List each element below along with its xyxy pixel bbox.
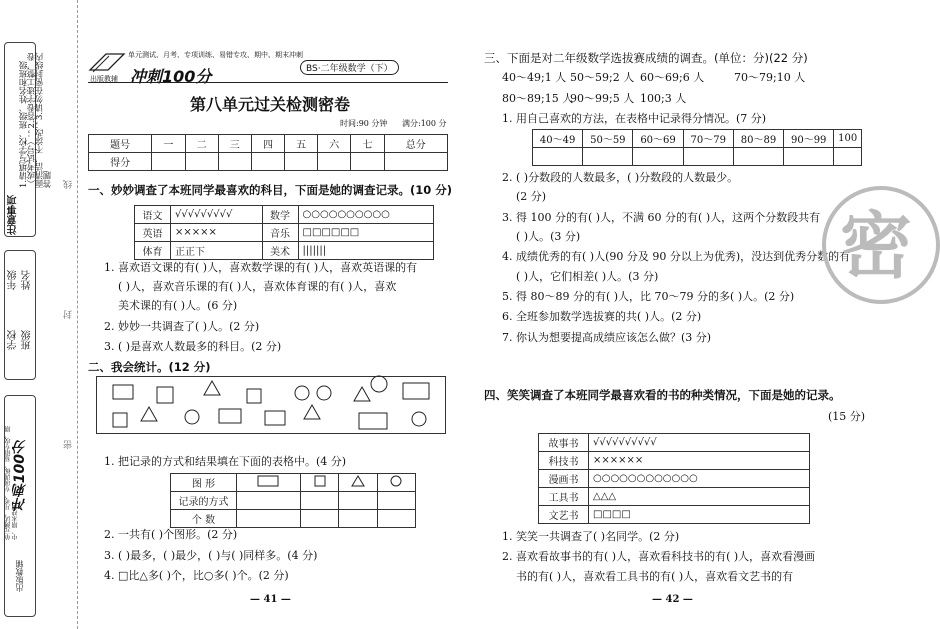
s1-q2: 2. 妙妙一共调查了( )人。(2 分) bbox=[104, 320, 260, 333]
class-label: 班级 bbox=[22, 330, 33, 350]
page-number-right: — 42 — bbox=[652, 594, 693, 605]
s3-q6: 6. 全班参加数学选拔赛的共( )人。(2 分) bbox=[502, 310, 702, 323]
s3-data-4: 70～79;10 人 bbox=[734, 71, 806, 84]
s4-cell: △△△ bbox=[589, 488, 810, 506]
seal-char-1: 线 bbox=[64, 180, 74, 189]
shapes-panel bbox=[96, 376, 446, 434]
circle-shape bbox=[371, 376, 387, 392]
s4-row bbox=[539, 434, 810, 452]
score-table-row bbox=[89, 153, 448, 171]
s4-cell: 工具书 bbox=[539, 488, 589, 506]
s4-score: (15 分) bbox=[828, 410, 866, 423]
s4-record-table bbox=[538, 433, 810, 524]
s1-record-table bbox=[134, 205, 434, 260]
s1-cell: ○○○○○○○○○○ bbox=[298, 206, 433, 224]
s2-table bbox=[170, 473, 416, 528]
s4-row bbox=[539, 452, 810, 470]
s2-q1: 1. 把记录的方式和结果填在下面的表格中。(4 分) bbox=[104, 455, 347, 468]
s1-q1c: 美术课的有( )人。(6 分) bbox=[118, 299, 238, 312]
s2-q4: 4. □比△多( )个，比○多( )个。(2 分) bbox=[104, 569, 289, 582]
answer-cell[interactable] bbox=[339, 510, 377, 528]
s4-q2b: 书的有( )人，喜欢看工具书的有( )人，喜欢看文艺书的有 bbox=[516, 570, 794, 583]
score-table-header bbox=[89, 135, 448, 153]
s4-title: 四、笑笑调查了本班同学最喜欢看的书的种类情况，下面是她的记录。 bbox=[484, 388, 841, 402]
score-cell[interactable] bbox=[185, 153, 218, 171]
score-info: 满分:100 分 bbox=[402, 119, 447, 128]
s4-cell: □□□□ bbox=[589, 506, 810, 524]
s3-table bbox=[532, 129, 862, 166]
strip-brand-sub: 单元测试、月考、专项训练、易错专攻、期中、期末冲刺 bbox=[5, 426, 19, 540]
grade-label: 年级 bbox=[8, 270, 19, 290]
score-cell[interactable] bbox=[251, 153, 284, 171]
answer-cell[interactable] bbox=[237, 510, 301, 528]
answer-cell[interactable] bbox=[533, 148, 583, 166]
s4-cell: ×××××× bbox=[589, 452, 810, 470]
answer-cell[interactable] bbox=[583, 148, 633, 166]
square-shape bbox=[113, 413, 127, 427]
s2-row-method bbox=[171, 492, 416, 510]
s1-row bbox=[135, 206, 434, 224]
header-publisher: 出版教辅 bbox=[90, 75, 118, 83]
s1-cell: 正正下 bbox=[171, 242, 263, 260]
binding-strip bbox=[0, 0, 78, 629]
seal-char-2: 封 bbox=[64, 310, 74, 319]
s1-cell: 数学 bbox=[262, 206, 298, 224]
s4-cell: 文艺书 bbox=[539, 506, 589, 524]
answer-cell[interactable] bbox=[339, 492, 377, 510]
s3-head: 80～89 bbox=[733, 130, 783, 148]
s3-q1: 1. 用自己喜欢的方法，在表格中记录得分情况。(7 分) bbox=[502, 112, 767, 125]
rectangle-shape bbox=[219, 409, 241, 423]
seal-char-3: 密 bbox=[64, 440, 74, 449]
grade-tag: BS·二年级数学（下） bbox=[300, 60, 399, 75]
s4-cell: 故事书 bbox=[539, 434, 589, 452]
s1-row bbox=[135, 242, 434, 260]
rectangle-shape bbox=[359, 413, 387, 429]
s1-q1a: 1. 喜欢语文课的有( )人，喜欢数学课的有( )人，喜欢英语课的有 bbox=[104, 261, 418, 274]
s4-q1: 1. 笑笑一共调查了( )名同学。(2 分) bbox=[502, 530, 680, 543]
header-rule bbox=[88, 82, 448, 83]
notice-text: 1.请填写学校、班级、姓名和班级（或考试号）；2.答卷字迹工整，卷面清洁，不涂改；3.请勿在密封线内答题 bbox=[19, 52, 53, 188]
score-head-4: 四 bbox=[251, 135, 284, 153]
header-logo bbox=[88, 48, 126, 74]
s2-row-count bbox=[171, 510, 416, 528]
s3-q7: 7. 你认为想要提高成绩应该怎么做？(3 分) bbox=[502, 331, 712, 344]
s3-head: 100 bbox=[834, 130, 862, 148]
circle-shape bbox=[412, 412, 426, 426]
answer-cell[interactable] bbox=[633, 148, 683, 166]
s1-cell: ||||||| bbox=[298, 242, 433, 260]
s1-q3: 3. ( )是喜欢人数最多的科目。(2 分) bbox=[104, 340, 282, 353]
s3-q4b: ( )人，它们相差( )人。(3 分) bbox=[516, 270, 659, 283]
s4-row bbox=[539, 488, 810, 506]
s1-cell: □□□□□□ bbox=[298, 224, 433, 242]
score-head-6: 六 bbox=[318, 135, 351, 153]
page-title: 第八单元过关检测密卷 bbox=[189, 95, 350, 114]
triangle-shape bbox=[141, 407, 157, 421]
s3-data-6: 90～99;5 人 bbox=[570, 92, 635, 105]
answer-cell[interactable] bbox=[377, 492, 415, 510]
s3-data-7: 100;3 人 bbox=[640, 92, 687, 105]
school-label: 学校 bbox=[8, 330, 19, 350]
rectangle-shape bbox=[265, 411, 285, 425]
s2-row-shapes bbox=[171, 474, 416, 492]
s4-q2a: 2. 喜欢看故事书的有( )人，喜欢看科技书的有( )人，喜欢看漫画 bbox=[502, 550, 816, 563]
confidential-stamp bbox=[822, 186, 940, 304]
score-cell[interactable] bbox=[218, 153, 251, 171]
s3-data-2: 50～59;2 人 bbox=[570, 71, 635, 84]
strip-publisher: 出版教辅 bbox=[15, 560, 24, 592]
page-number-left: — 41 — bbox=[250, 594, 291, 605]
s2-q2: 2. 一共有( )个图形。(2 分) bbox=[104, 528, 238, 541]
s1-cell: 体育 bbox=[135, 242, 171, 260]
answer-cell[interactable] bbox=[237, 492, 301, 510]
s1-title: 一、妙妙调查了本班同学最喜欢的科目，下面是她的调查记录。(10 分) bbox=[88, 183, 453, 197]
circle-shape bbox=[185, 410, 199, 424]
score-head-2: 二 bbox=[185, 135, 218, 153]
triangle-icon bbox=[339, 474, 377, 492]
name-label: 姓名 bbox=[22, 270, 33, 290]
notice-title: 注意事项 bbox=[8, 195, 19, 235]
score-head-3: 三 bbox=[218, 135, 251, 153]
s2-label: 图 形 bbox=[171, 474, 237, 492]
s3-q5: 5. 得 80～89 分的有( )人，比 70～79 分的多( )人。(2 分) bbox=[502, 290, 795, 303]
s2-label: 记录的方式 bbox=[171, 492, 237, 510]
square-shape bbox=[247, 389, 261, 403]
s3-head: 60～69 bbox=[633, 130, 683, 148]
header-brand: 冲刺100分 bbox=[130, 67, 212, 86]
answer-cell[interactable] bbox=[300, 492, 338, 510]
score-head-1: 一 bbox=[152, 135, 185, 153]
s4-cell: 漫画书 bbox=[539, 470, 589, 488]
s3-data-5: 80～89;15 人 bbox=[502, 92, 574, 105]
s2-label: 个 数 bbox=[171, 510, 237, 528]
rectangle-shape bbox=[403, 383, 429, 399]
s3-head: 70～79 bbox=[683, 130, 733, 148]
s3-q4: 4. 成绩优秀的有( )人(90 分及 90 分以上为优秀)，没达到优秀分数的有 bbox=[502, 250, 851, 263]
s2-title: 二、我会统计。(12 分) bbox=[88, 360, 211, 374]
score-head-7: 七 bbox=[351, 135, 384, 153]
score-cell[interactable] bbox=[152, 153, 185, 171]
answer-cell[interactable] bbox=[834, 148, 862, 166]
s3-q2b: (2 分) bbox=[516, 190, 547, 203]
s3-q3b: ( )人。(3 分) bbox=[516, 230, 581, 243]
score-head-0: 题号 bbox=[89, 135, 152, 153]
score-head-5: 五 bbox=[285, 135, 318, 153]
triangle-shape bbox=[354, 387, 370, 401]
s1-row bbox=[135, 224, 434, 242]
answer-cell[interactable] bbox=[784, 148, 834, 166]
s3-q3: 3. 得 100 分的有( )人，不满 60 分的有( )人，这两个分数段共有 bbox=[502, 211, 821, 224]
answer-cell[interactable] bbox=[733, 148, 783, 166]
rectangle-shape bbox=[113, 385, 133, 399]
score-row-label: 得分 bbox=[89, 153, 152, 171]
s1-cell: 美术 bbox=[262, 242, 298, 260]
circle-icon bbox=[377, 474, 415, 492]
s1-cell: 语文 bbox=[135, 206, 171, 224]
s4-cell: ○○○○○○○○○○○○ bbox=[589, 470, 810, 488]
header-series: 单元测试、月考、专项训练、易错专攻、期中、期末冲刺 bbox=[128, 51, 303, 59]
square-shape bbox=[157, 387, 173, 403]
s3-head: 40～49 bbox=[533, 130, 583, 148]
answer-cell[interactable] bbox=[300, 510, 338, 528]
s3-q2: 2. ( )分数段的人数最多，( )分数段的人数最少。 bbox=[502, 171, 739, 184]
book-logo-icon bbox=[88, 48, 126, 74]
score-cell[interactable] bbox=[351, 153, 384, 171]
triangle-shape bbox=[304, 405, 320, 419]
s2-q3: 3. ( )最多，( )最少，( )与( )同样多。(4 分) bbox=[104, 549, 318, 562]
s3-data-1: 40～49;1 人 bbox=[502, 71, 567, 84]
s1-cell: √√√√√√√√√ bbox=[171, 206, 263, 224]
score-cell[interactable] bbox=[384, 153, 447, 171]
score-table bbox=[88, 134, 448, 171]
s3-table-answers bbox=[533, 148, 862, 166]
s3-title: 三、下面是对二年级数学选拔赛成绩的调查。(单位：分)(22 分) bbox=[484, 51, 808, 65]
s3-head: 50～59 bbox=[583, 130, 633, 148]
score-cell[interactable] bbox=[285, 153, 318, 171]
answer-cell[interactable] bbox=[377, 510, 415, 528]
score-cell[interactable] bbox=[318, 153, 351, 171]
rectangle-icon bbox=[237, 474, 301, 492]
s4-row bbox=[539, 470, 810, 488]
circle-shape bbox=[317, 386, 331, 400]
stamp-text: 密 bbox=[840, 203, 913, 288]
score-head-8: 总分 bbox=[384, 135, 447, 153]
shapes-svg bbox=[97, 377, 447, 435]
s1-cell: ××××× bbox=[171, 224, 263, 242]
s3-table-header bbox=[533, 130, 862, 148]
circle-shape bbox=[295, 386, 309, 400]
s1-cell: 英语 bbox=[135, 224, 171, 242]
strip-brand: 冲刺100分 bbox=[12, 440, 28, 512]
s3-data-3: 60～69;6 人 bbox=[640, 71, 705, 84]
square-icon bbox=[300, 474, 338, 492]
triangle-shape bbox=[204, 381, 220, 395]
s3-head: 90～99 bbox=[784, 130, 834, 148]
s1-q1b: ( )人，喜欢音乐课的有( )人，喜欢体育课的有( )人，喜欢 bbox=[118, 280, 397, 293]
s1-cell: 音乐 bbox=[262, 224, 298, 242]
s4-cell: 科技书 bbox=[539, 452, 589, 470]
answer-cell[interactable] bbox=[683, 148, 733, 166]
s4-cell: √√√√√√√√√√ bbox=[589, 434, 810, 452]
time-info: 时间:90 分钟 bbox=[340, 119, 388, 128]
s4-row bbox=[539, 506, 810, 524]
